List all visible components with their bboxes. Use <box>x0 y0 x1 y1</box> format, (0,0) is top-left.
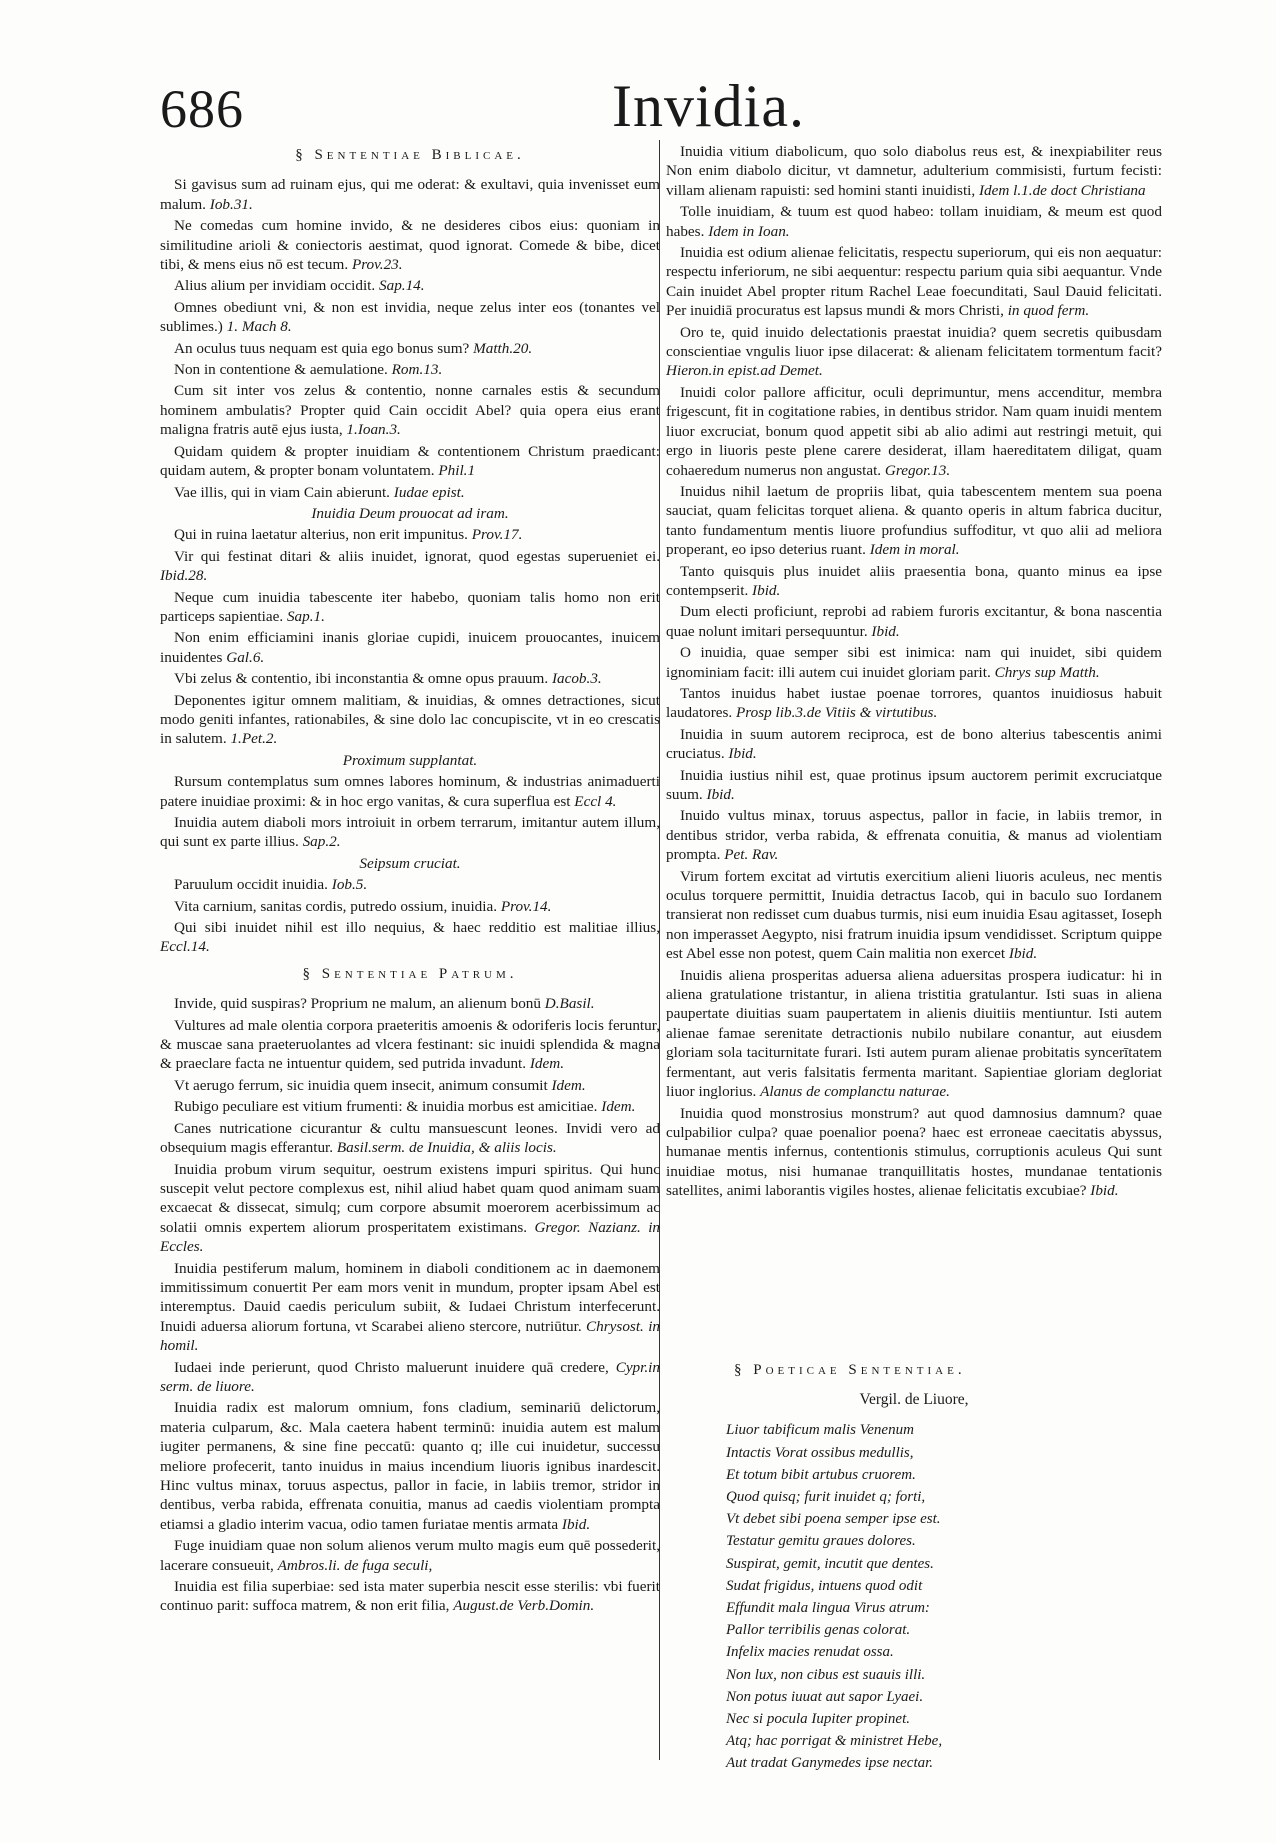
paragraph-text: Iudaei inde perierunt, quod Christo maluerunt inuidere quā credere, <box>174 1358 609 1376</box>
citation: Iob.31. <box>209 195 253 213</box>
paragraph-text: Deponentes igitur omnem malitiam, & inuidias, & omnes detractiones, sicut modo geniti infantes, rationabiles, & sine dolo lac concupiscite, vt in eo crescatis in salutem. <box>160 691 660 748</box>
paragraph-text: Rursum contemplatus sum omnes labores hominum, & industrias animaduerti patere inuidiae proximi: & in hoc ergo vanitas, & cura superflua est <box>160 773 660 810</box>
poem-line: Quod quisq; furit inuidet q; forti, <box>726 1488 926 1505</box>
citation: 1. Mach 8. <box>226 318 292 336</box>
patristic-sentence <box>666 243 1162 321</box>
citation: Prov.14. <box>500 897 552 915</box>
citation: in quod ferm. <box>1007 302 1090 320</box>
patristic-sentence <box>666 867 1162 964</box>
paragraph-text: Vae illis, qui in viam Cain abierunt. <box>174 483 390 501</box>
patristic-sentence <box>666 684 1162 723</box>
poem-line: Atq; hac porrigat & ministret Hebe, <box>726 1733 943 1750</box>
citation: Eccl.14. <box>160 938 210 956</box>
biblical-sentence <box>160 216 660 274</box>
poem-line: Pallor terribilis genas colorat. <box>726 1622 911 1639</box>
right-paragraph-list <box>666 142 1162 1201</box>
patristic-sentence <box>666 323 1162 381</box>
section-title-biblicae: § Sententiae Biblicae. <box>295 147 525 163</box>
poem-line: Liuor tabificum malis Venenum <box>726 1422 914 1439</box>
paragraph-text: Inuidus nihil laetum de propriis libat, quia tabescentem mentem sua poena sauciat, quam felicitas torquet aliena. & quanto operis in altum fabrica ducitur, tanto fundamentum mentis liuore profundius suffoditur, vt quo alii ad meliora properant, eo ipso deterius ruant. <box>666 482 1162 559</box>
citation: Ibid.28. <box>160 567 208 585</box>
paragraph-text: Canes nutricatione cicurantur & cultu mansuescunt leones. Invidi vero ad obsequium magis efferantur. <box>160 1119 660 1157</box>
patristic-sentence <box>160 1358 660 1397</box>
poem-line: Suspirat, gemit, incutit que dentes. <box>726 1555 934 1572</box>
citation: Alanus de complanctu naturae. <box>760 1083 950 1101</box>
paragraph-text: Si gavisus sum ad ruinam ejus, qui me oderat: & exultavi, quia invenisset eum malum. <box>160 176 660 213</box>
paragraph-text: Vt aerugo ferrum, sic inuidia quem insecit, animum consumit <box>174 1076 548 1094</box>
citation: August.de Verb.Domin. <box>453 1597 595 1615</box>
paragraph-text: Tantos inuidus habet iustae poenae torrores, quantos inuidiosus habuit laudatores. <box>666 684 1162 722</box>
citation: Idem in moral. <box>869 541 960 559</box>
patristic-sentence <box>160 1398 660 1534</box>
patristic-sentence <box>666 202 1162 241</box>
patristic-sentence <box>666 1104 1162 1201</box>
biblical-sentence <box>160 525 660 544</box>
poem-line: Vt debet sibi poena semper ipse est. <box>726 1511 941 1528</box>
citation: Iudae epist. <box>393 483 465 501</box>
poem-line: Testatur gemitu graues dolores. <box>726 1533 916 1550</box>
biblical-sentence <box>160 339 660 358</box>
biblical-sentence <box>160 504 660 523</box>
page-number: 686 <box>160 79 244 139</box>
running-title: Invidia. <box>612 73 805 139</box>
paragraph-text: Alius alium per invidiam occidit. <box>174 277 376 295</box>
poem-line: Non potus iuuat aut sapor Lyaei. <box>726 1688 924 1705</box>
citation: 1.Ioan.3. <box>346 421 401 439</box>
citation: Ibid. <box>706 786 735 803</box>
biblical-sentence <box>160 669 660 688</box>
citation: Prov.17. <box>471 526 523 544</box>
patristic-sentence <box>666 806 1162 864</box>
paragraph-text: Ne comedas cum homine invido, & ne desideres cibos eius: quoniam in similitudine arioli & coniectoris aestimat, quod ignorat. Comede & bibe, dicet tibi, & mens eius nō est tecum. <box>160 217 660 274</box>
citation: Ibid. <box>871 622 900 640</box>
paragraph-text: Vbi zelus & contentio, ibi inconstantia & omne opus prauum. <box>174 670 549 688</box>
left-column <box>160 142 660 1618</box>
paragraph-text: Fuge inuidiam quae non solum alienos verum multo magis eum quē possederit, lacerare consueuit, <box>160 1537 660 1574</box>
citation: Gregor.13. <box>884 461 951 479</box>
citation: Ibid. <box>728 745 757 763</box>
paragraph-text: Proximum supplantat. <box>342 751 478 769</box>
paragraph-text: Inuidia quod monstrosius monstrum? aut quod damnosius damnum? quae culpabilior culpa? quae poenalior poena? haec est erroneae caecitatis abyssus, humanae mentis infernus, contentionis stimulus, corruptionis aculeus Qui sunt inuidiae motus, nisi humanae tranquillitatis hostes, mundanae tentationis satellites, animi laborantis vigiles hostes, alienae felicitatis excubiae? <box>666 1104 1162 1200</box>
biblical-sentence <box>160 875 660 894</box>
biblical-sentence <box>160 298 660 337</box>
poem-line: Infelix macies renudat ossa. <box>726 1644 894 1661</box>
patristic-sentence <box>160 1076 660 1095</box>
paragraph-text: Inuidia vitium diabolicum, quo solo diabolus reus est, & inexpiabiliter reus Non enim diabolo dicitur, vt damnetur, adulterium commisisti, furtum fecisti: villam alienam rapuisti: sed homini stanti inuidisti, <box>666 143 1162 199</box>
poem-line: Aut tradat Ganymedes ipse nectar. <box>726 1755 934 1772</box>
biblicae-list <box>160 175 660 956</box>
citation: Sap.1. <box>286 607 325 625</box>
biblical-sentence <box>160 691 660 749</box>
poem-line: Nec si pocula Iupiter propinet. <box>726 1710 910 1727</box>
citation: Cypr.in serm. de liuore. <box>160 1358 660 1395</box>
citation: Idem. <box>601 1098 636 1116</box>
paragraph-text: An oculus tuus nequam est quia ego bonus sum? <box>174 339 470 357</box>
paragraph-text: Paruulum occidit inuidia. <box>174 876 328 894</box>
biblical-sentence <box>160 772 660 811</box>
biblical-sentence <box>160 276 660 295</box>
patristic-sentence <box>666 142 1162 200</box>
biblical-sentence <box>160 360 660 379</box>
citation: Idem. <box>529 1055 565 1073</box>
right-column <box>666 142 1162 1775</box>
paragraph-text: Rubigo peculiare est vitium frumenti: & inuidia morbus est amicitiae. <box>174 1098 598 1116</box>
paragraph-text: Vultures ad male olentia corpora praeteritis amoenis & odoriferis locis feruntur, & muscae sana praeteruolantes ad vlcera festinant: sic inuidi splendida & magna & praeclare facta ne intuentur quidem, sed putrida invadunt. <box>160 1016 660 1073</box>
citation: Pet. Rav. <box>724 846 779 864</box>
citation: Prov.23. <box>351 256 403 274</box>
patristic-sentence <box>666 562 1162 601</box>
poem-line: Intactis Vorat ossibus medullis, <box>726 1444 914 1461</box>
biblical-sentence <box>160 588 660 627</box>
biblical-sentence <box>160 854 660 873</box>
citation: Iacob.3. <box>551 670 602 688</box>
paragraph-text: Inuidia pestiferum malum, hominem in diaboli conditionem ac in daemonem immitissimum conuertit Per eam mors venit in mundum, propter ipsam Abel est interemptus. Dauid caedis periculum subiit, & Iudaei Christum interfecerunt. Inuidi aduersa aliorum fortuna, vt Scarabei alieno stercore, nutriūtur. <box>160 1259 660 1335</box>
poem-line: Effundit mala lingua Virus atrum: <box>726 1599 930 1616</box>
paragraph-text: Omnes obediunt vni, & non est invidia, neque zelus inter eos (tonantes vel sublimes.) <box>160 298 660 336</box>
paragraph-text: Neque cum inuidia tabescente iter habebo, quoniam talis homo non erit particeps sapientiae. <box>160 588 660 625</box>
biblical-sentence <box>160 483 660 502</box>
citation: Ibid. <box>1090 1182 1119 1200</box>
citation: Sap.14. <box>379 277 425 295</box>
biblical-sentence <box>160 547 660 586</box>
patristic-sentence <box>160 1160 660 1257</box>
biblical-sentence <box>160 813 660 852</box>
paragraph-text: Non in contentione & aemulatione. <box>174 361 388 379</box>
citation: Ibid. <box>752 581 781 599</box>
patristic-sentence <box>160 1016 660 1074</box>
patristic-sentence <box>666 966 1162 1102</box>
citation: Ibid. <box>1008 945 1038 963</box>
paragraph-text: Tolle inuidiam, & tuum est quod habeo: tollam inuidiam, & meum est quod habes. <box>666 203 1162 240</box>
poem-line: Et totum bibit artubus cruorem. <box>726 1466 916 1483</box>
patristic-sentence <box>666 766 1162 805</box>
paragraph-text: Vir qui festinat ditari & aliis inuidet, ignorat, quod egestas superueniet ei. <box>174 547 660 565</box>
patristic-sentence <box>160 1097 660 1116</box>
paragraph-text: Inuidia iustius nihil est, quae protinus ipsum auctorem perimit excruciatque suum. <box>666 766 1162 803</box>
paragraph-text: Invide, quid suspiras? Proprium ne malum, an alienum bonū <box>174 995 541 1013</box>
citation: Idem in Ioan. <box>708 222 790 240</box>
paragraph-text: Seipsum cruciat. <box>359 854 461 872</box>
citation: Iob.5. <box>331 876 368 894</box>
biblical-sentence <box>160 175 660 214</box>
citation: Sap.2. <box>302 833 341 851</box>
paragraph-text: Inuidia est filia superbiae: sed ista mater superbia nescit esse sterilis: vbi fuerit continuo parit: suffoca matrem, & non erit filia, <box>160 1578 660 1615</box>
biblical-sentence <box>160 897 660 916</box>
paragraph-text: Dum electi proficiunt, reprobi ad rabiem furoris excitantur, & bona nascentia quae nolunt imitari persequuntur. <box>666 603 1162 640</box>
patristic-sentence <box>160 1119 660 1158</box>
citation: Idem. <box>551 1076 586 1094</box>
paragraph-text: Inuidia in suum autorem reciproca, est de bono alterius tabescentis animi cruciatus. <box>666 725 1162 763</box>
citation: Rom.13. <box>391 361 443 379</box>
paragraph-text: Qui in ruina laetatur alterius, non erit impunitus. <box>174 526 468 544</box>
paragraph-text: Non enim efficiamini inanis gloriae cupidi, inuicem prouocantes, inuicem inuidentes <box>160 629 660 666</box>
paragraph-text: Inuidia probum virum sequitur, oestrum existens impuri spiritus. Qui hunc suscepit velut pectore complexus est, nihil aliud habet quam quod animam suam excaecat & dissecat, simulq; cum corpore absumit moerorem acerbissimum ac solatii omnis expertem aliorum prosperitatem existimans. <box>160 1160 660 1236</box>
paragraph-text: Inuidis aliena prosperitas aduersa aliena aduersitas prospera iudicatur: hi in aliena gratulatione tristantur, in aliena tristitia gratulantur. Isti suas in aliena paupertate diuitias suam paupertatem in alienis diuitiis mentiuntur. Isti autem alienae famae serenitate detractionis nubilo nubilare conantur, aut eiusdem gloriam sola taciturnitate furari. Isti autem puram alienae probitatis syncerītatem fermentant, aut veris falsitatis fermenta maritant. Sapientiae gloriam degloriat liuor inglorius. <box>666 966 1162 1101</box>
patristic-sentence <box>160 1259 660 1356</box>
paragraph-text: Vita carnium, sanitas cordis, putredo ossium, inuidia. <box>174 897 498 915</box>
patristic-sentence <box>666 383 1162 480</box>
paragraph-text: O inuidia, quae semper sibi est inimica: nam qui inuidet, sibi quidem ignominiam facit: illi autem cui inuidet gloriam parit. <box>666 644 1162 681</box>
biblical-sentence <box>160 442 660 481</box>
citation: Hieron.in epist.ad Demet. <box>666 362 823 380</box>
poem-line: Non lux, non cibus est suauis illi. <box>726 1666 926 1683</box>
biblical-sentence <box>160 751 660 770</box>
paragraph-text: Inuidia radix est malorum omnium, fons cladium, seminariū delictorum, materia culparum, &c. Mala caetera habent terminū: inuidia autem est malum iugiter permanens, & sine fine peccatū: quanto q; ille cui inuidetur, successu meliore profecerit, tanto inuidus in maius incendium liuoris ignibus inardescit. Hinc vultus minax, toruus aspectus, pallor in facie, in labiis tremor, stridor in dentibus, verba rabida, effrenata conuitia, manus ad caedis violentiam prompta etiamsi a gladio interim vacua, odio tamen furiatae mentis armata <box>160 1399 660 1533</box>
poem <box>666 1419 1162 1774</box>
paragraph-text: Inuidia Deum prouocat ad iram. <box>311 504 509 522</box>
paragraph-text: Tanto quisquis plus inuidet aliis praesentia bona, quanto minus ea ipse contempserit. <box>666 562 1162 599</box>
paragraph-text: Virum fortem excitat ad virtutis exercitium alieni liuoris aculeus, nec mentis oculus torquere permittit, Inuidia detractus Iacob, qui in baculo suo Iordanem transierat non redisset cum duabus turmis, nisi eum inuidia Esau agitasset, Ioseph non imperasset Aegypto, nisi fratrum inuidia ipsum vendidisset. Scriptum quippe est Abel esse non potest, quem Cain malitia non exercet <box>666 867 1162 963</box>
citation: Idem l.1.de doct Christiana <box>979 181 1146 199</box>
citation: Ambros.li. de fuga seculi, <box>277 1556 433 1574</box>
paragraph-text: Oro te, quid inuido delectationis praestat inuidia? quem secretis quibusdam conscientiae vngulis liuor ipse dilacerat: & alienam felicitatem tormentum facit? <box>666 323 1162 361</box>
citation: 1.Pet.2. <box>230 730 278 748</box>
patristic-sentence <box>666 725 1162 764</box>
paragraph-text: Qui sibi inuidet nihil est illo nequius, & haec redditio est malitiae illius, <box>174 919 660 937</box>
patrum-list <box>160 994 660 1616</box>
paragraph-text: Inuidia est odium alienae felicitatis, respectu superiorum, qui eis non aequatur: respectu inferiorum, ne sibi aequentur: respectu parium quia sibi aequantur. Vnde Cain inuidet Abel propter ritum Rachel Leae foecunditati, Saul Dauid felicitati. Per inuidiā procuratus est lapsus mundi & mors Christi, <box>666 244 1162 320</box>
citation: Gregor. Nazianz. in Eccles. <box>160 1218 661 1256</box>
citation: Ibid. <box>561 1515 591 1533</box>
biblical-sentence <box>160 918 660 957</box>
patristic-sentence <box>666 482 1162 560</box>
paragraph-text: Inuido vultus minax, toruus aspectus, pallor in facie, in labiis tremor, in dentibus stridor, verba rabida, & effrenata conuitia, & manus ad violentiam prompta. <box>666 807 1162 864</box>
patristic-sentence <box>160 1577 660 1616</box>
patristic-sentence <box>160 1536 660 1575</box>
poem-line: Sudat frigidus, intuens quod odit <box>726 1577 923 1594</box>
poem-title: Vergil. de Liuore, <box>859 1390 969 1408</box>
citation: Chrys sup Matth. <box>994 663 1100 681</box>
paragraph-text: Cum sit inter vos zelus & contentio, nonne carnales estis & secundum hominem ambulatis? Propter quid Cain occidit Abel? quia opera eius erant maligna fratris autē ejus iusta, <box>160 382 660 439</box>
citation: Chrysost. in homil. <box>160 1317 661 1355</box>
citation: D.Basil. <box>544 995 595 1013</box>
biblical-sentence <box>160 628 660 667</box>
section-title-patrum: § Sententiae Patrum. <box>302 965 518 982</box>
biblical-sentence <box>160 381 660 439</box>
patristic-sentence <box>666 602 1162 641</box>
patristic-sentence <box>666 643 1162 682</box>
citation: Basil.serm. de Inuidia, & aliis locis. <box>336 1139 557 1157</box>
citation: Gal.6. <box>226 648 265 666</box>
citation: Eccl 4. <box>574 792 617 810</box>
paragraph-text: Quidam quidem & propter inuidiam & contentionem Christum praedicant: quidam autem, & propter bonam voluntatem. <box>160 442 660 480</box>
citation: Prosp lib.3.de Vitiis & virtutibus. <box>736 704 938 722</box>
paragraph-text: Inuidi color pallore afficitur, oculi deprimuntur, mens accenditur, membra frigescunt, fit in cogitatione rabies, in dentibus stridor. Nam quam inuidi mentem liuor excruciat, bonum quod appetit sibi ab alio adimi aut restringi metuit, qui ergo in liuoris peste plene carere desiderat, illam haereditatem diligat, quam cohaeredum numerus non angustat. <box>666 383 1162 479</box>
citation: Matth.20. <box>473 339 533 357</box>
section-title-poeticae: § Poeticae Sententiae. <box>734 1361 966 1378</box>
patristic-sentence <box>160 994 660 1013</box>
paragraph-text: Inuidia autem diaboli mors introiuit in orbem terrarum, imitantur autem illum, qui sunt ex parte illius. <box>160 814 660 851</box>
citation: Phil.1 <box>438 462 476 480</box>
